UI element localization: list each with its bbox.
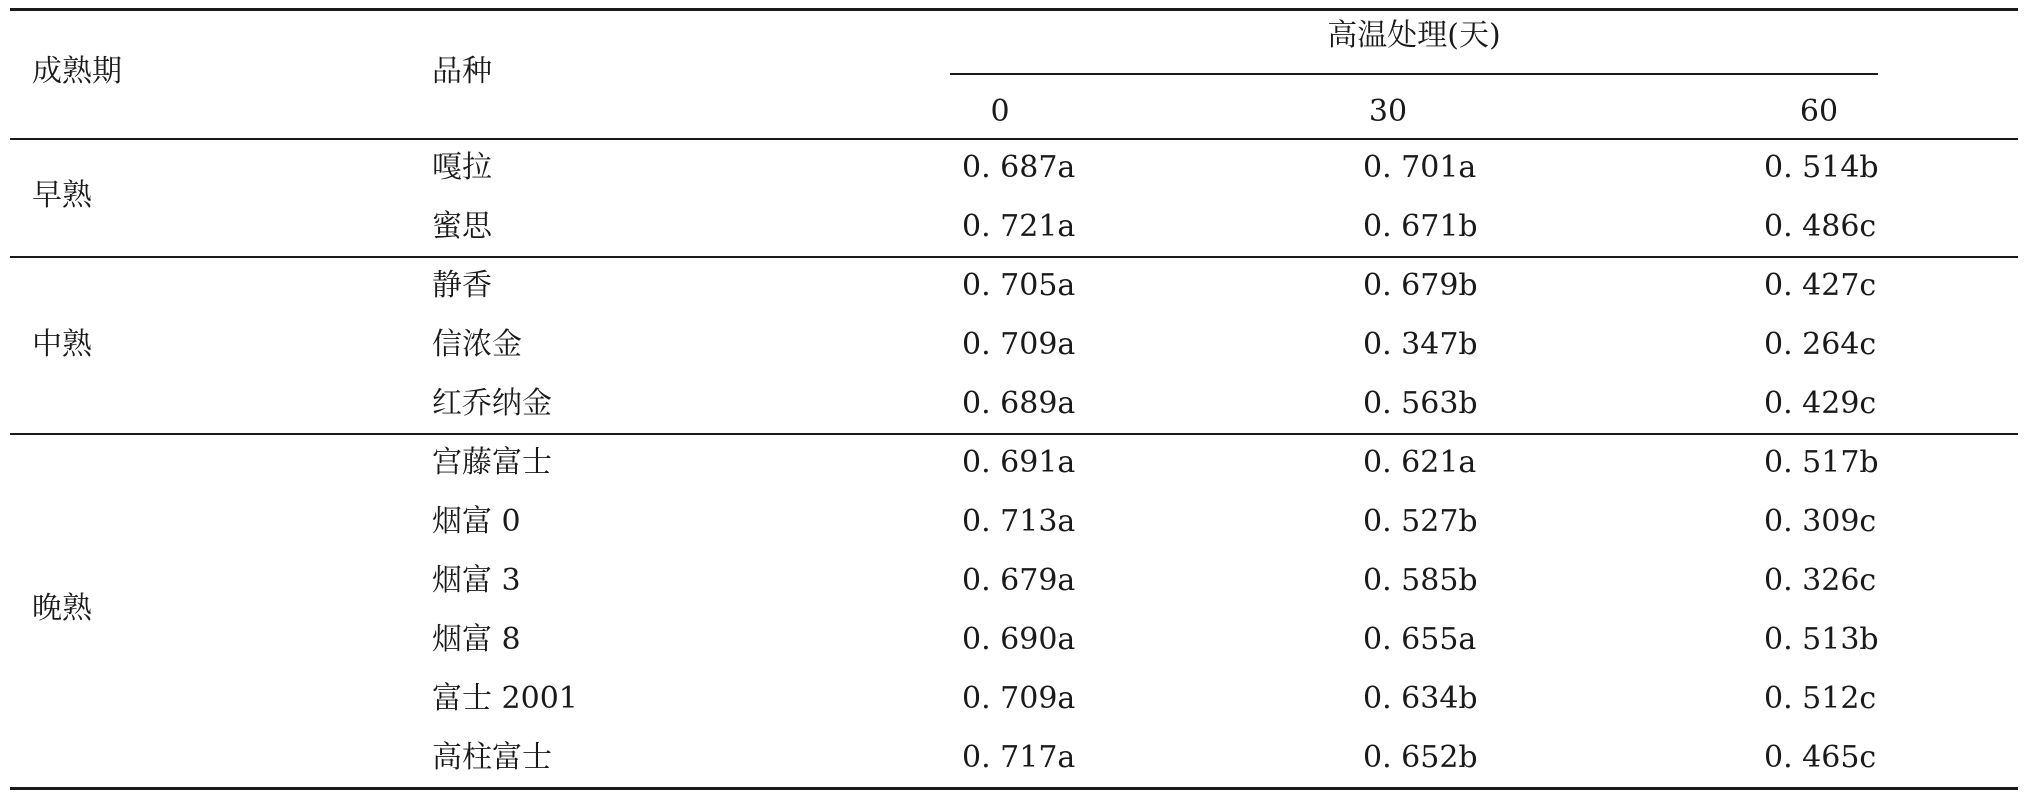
value-cell-day-0: 0. 717a <box>962 740 1076 775</box>
value-cell-day-0: 0. 691a <box>962 445 1076 480</box>
section-divider-mid-late <box>10 433 2018 435</box>
header-period: 成熟期 <box>32 54 122 89</box>
value-cell-day-0: 0. 713a <box>962 504 1076 539</box>
header-bottom-rule <box>10 138 2018 140</box>
table-bottom-rule <box>10 787 2018 790</box>
variety-cell: 宫藤富士 <box>432 445 552 480</box>
value-cell-day-30: 0. 671b <box>1363 209 1478 244</box>
value-cell-day-30: 0. 679b <box>1363 268 1478 303</box>
value-cell-day-0: 0. 709a <box>962 681 1076 716</box>
variety-cell: 信浓金 <box>432 327 522 362</box>
value-cell-day-0: 0. 679a <box>962 563 1076 598</box>
value-cell-day-60: 0. 512c <box>1764 681 1877 716</box>
treatment-group-rule <box>950 73 1878 75</box>
value-cell-day-30: 0. 563b <box>1363 386 1478 421</box>
value-cell-day-0: 0. 687a <box>962 150 1076 185</box>
value-cell-day-60: 0. 326c <box>1764 563 1877 598</box>
variety-cell: 烟富 3 <box>432 563 521 598</box>
header-day-0: 0 <box>990 94 1010 129</box>
value-cell-day-60: 0. 465c <box>1764 740 1877 775</box>
value-cell-day-60: 0. 486c <box>1764 209 1877 244</box>
variety-cell: 红乔纳金 <box>432 386 552 421</box>
value-cell-day-0: 0. 721a <box>962 209 1076 244</box>
value-cell-day-30: 0. 347b <box>1363 327 1478 362</box>
value-cell-day-30: 0. 652b <box>1363 740 1478 775</box>
header-day-60: 60 <box>1799 94 1839 129</box>
period-label-early: 早熟 <box>32 178 92 213</box>
variety-cell: 富士 2001 <box>432 681 578 716</box>
value-cell-day-60: 0. 429c <box>1764 386 1877 421</box>
header-variety: 品种 <box>432 54 492 89</box>
value-cell-day-30: 0. 634b <box>1363 681 1478 716</box>
value-cell-day-60: 0. 514b <box>1764 150 1879 185</box>
value-cell-day-30: 0. 585b <box>1363 563 1478 598</box>
variety-cell: 烟富 0 <box>432 504 521 539</box>
value-cell-day-0: 0. 705a <box>962 268 1076 303</box>
variety-cell: 烟富 8 <box>432 622 521 657</box>
variety-cell: 高柱富士 <box>432 740 552 775</box>
period-label-mid: 中熟 <box>32 327 92 362</box>
value-cell-day-60: 0. 264c <box>1764 327 1877 362</box>
value-cell-day-30: 0. 527b <box>1363 504 1478 539</box>
value-cell-day-0: 0. 709a <box>962 327 1076 362</box>
table-top-rule <box>10 8 2018 11</box>
value-cell-day-30: 0. 621a <box>1363 445 1477 480</box>
period-label-late: 晚熟 <box>32 591 92 626</box>
value-cell-day-30: 0. 655a <box>1363 622 1477 657</box>
value-cell-day-60: 0. 427c <box>1764 268 1877 303</box>
header-treatment-group: 高温处理(天) <box>1327 18 1501 53</box>
value-cell-day-30: 0. 701a <box>1363 150 1477 185</box>
variety-cell: 静香 <box>432 268 492 303</box>
header-day-30: 30 <box>1368 94 1408 129</box>
variety-cell: 蜜思 <box>432 209 492 244</box>
value-cell-day-60: 0. 513b <box>1764 622 1879 657</box>
value-cell-day-60: 0. 309c <box>1764 504 1877 539</box>
section-divider-early-mid <box>10 256 2018 258</box>
variety-cell: 嘎拉 <box>432 150 492 185</box>
value-cell-day-0: 0. 690a <box>962 622 1076 657</box>
value-cell-day-0: 0. 689a <box>962 386 1076 421</box>
value-cell-day-60: 0. 517b <box>1764 445 1879 480</box>
